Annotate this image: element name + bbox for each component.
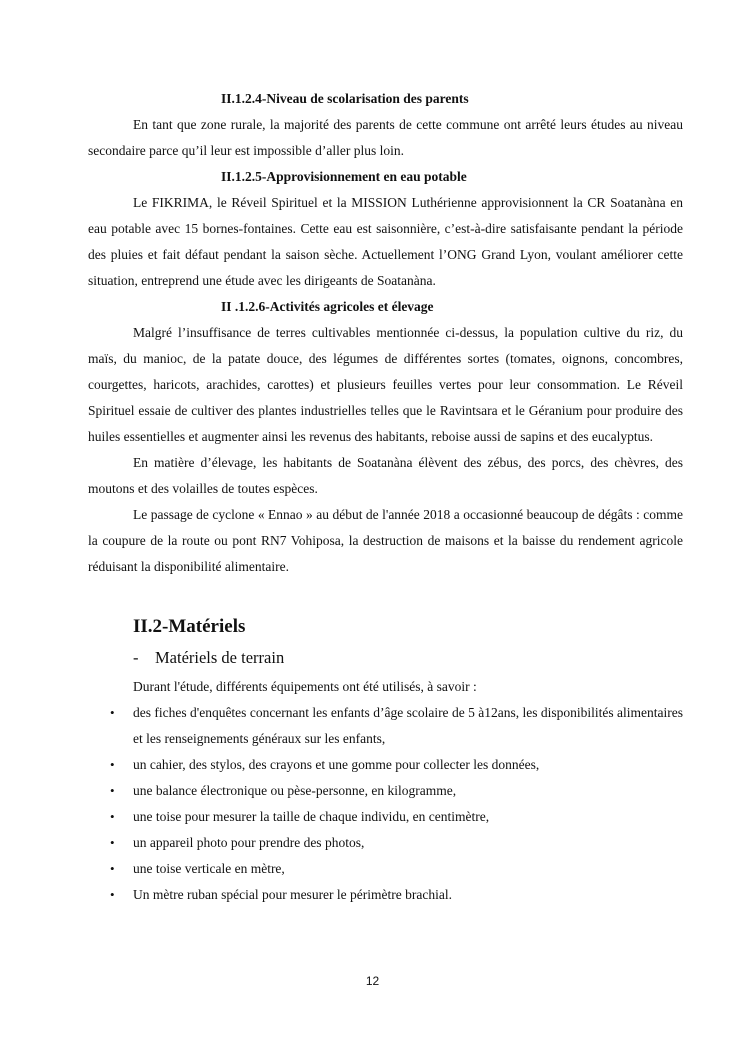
bullet-icon: • (110, 861, 115, 876)
list-item-text: des fiches d'enquêtes concernant les enfants d’âge scolaire de 5 à12ans, les disponibilités alimentaires et les renseignements généraux sur les enfants, (133, 705, 683, 746)
list-item-text: Un mètre ruban spécial pour mesurer le périmètre brachial. (133, 887, 452, 902)
section-heading-materials: II.2-Matériels (133, 616, 246, 637)
list-item-text: une toise pour mesurer la taille de chaque individu, en centimètre, (133, 809, 490, 824)
list-item (88, 882, 683, 908)
list-item-text: une toise verticale en mètre, (133, 861, 285, 876)
dash-marker: - (133, 648, 139, 667)
materials-intro: Durant l'étude, différents équipements ont été utilisés, à savoir : (133, 679, 477, 694)
paragraph-water: Le FIKRIMA, le Réveil Spirituel et la MISSION Luthérienne approvisionnent la CR Soatanàna en eau potable avec 15 bornes-fontaines. Cette eau est saisonnière, c’est-à-dire satisfaisante pendant la période des pluies et fait défaut pendant la saison sèche. Actuellement l’ONG Grand Lyon, voulant améliorer cette situation, entreprend une étude avec les dirigeants de Soatanàna. (88, 195, 683, 288)
list-item-text: une balance électronique ou pèse-personne, en kilogramme, (133, 783, 457, 798)
list-item-text: un appareil photo pour prendre des photos, (133, 835, 365, 850)
list-item-text: un cahier, des stylos, des crayons et une gomme pour collecter les données, (133, 757, 540, 772)
list-item (88, 830, 683, 856)
bullet-icon: • (110, 809, 115, 824)
bullet-icon: • (110, 757, 115, 772)
list-item (88, 700, 683, 752)
subheading-label: Matériels de terrain (155, 648, 285, 667)
bullet-icon: • (110, 887, 115, 902)
paragraph-cyclone: Le passage de cyclone « Ennao » au début de l'année 2018 a occasionné beaucoup de dégâts : comme la coupure de la route ou pont RN7 Vohiposa, la destruction de maisons et la baisse du rendement agricole réduisant la disponibilité alimentaire. (88, 507, 683, 574)
section-heading-agriculture: II .1.2.6-Activités agricoles et élevage (221, 299, 434, 314)
bullet-icon: • (110, 783, 115, 798)
bullet-icon: • (110, 835, 115, 850)
list-item (88, 856, 683, 882)
section-heading-water: II.1.2.5-Approvisionnement en eau potable (221, 169, 467, 184)
section-heading-schooling: II.1.2.4-Niveau de scolarisation des parents (221, 91, 469, 106)
list-item (88, 778, 683, 804)
list-item (88, 804, 683, 830)
page-number: 12 (365, 974, 380, 988)
bullet-icon: • (110, 705, 115, 720)
list-item (88, 752, 683, 778)
paragraph-agriculture: Malgré l’insuffisance de terres cultivables mentionnée ci-dessus, la population cultive du riz, du maïs, du manioc, de la patate douce, des légumes de différentes sortes (tomates, oignons, concombres, courgettes, haricots, arachides, carottes) et plusieurs feuilles vertes pour leur consommation. Le Réveil Spirituel essaie de cultiver des plantes industrielles telles que le Ravintsara et le Géranium pour produire des huiles essentielles et augmenter ainsi les revenus des habitants, reboise aussi de sapins et des eucalyptus. (88, 325, 683, 444)
paragraph-schooling: En tant que zone rurale, la majorité des parents de cette commune ont arrêté leurs études au niveau secondaire parce qu’il leur est impossible d’aller plus loin. (88, 117, 683, 158)
materials-list (88, 700, 683, 908)
page-content (88, 86, 683, 908)
subheading-field-materials (133, 646, 683, 670)
paragraph-livestock: En matière d’élevage, les habitants de Soatanàna élèvent des zébus, des porcs, des chèvres, des moutons et des volailles de toutes espèces. (88, 455, 683, 496)
